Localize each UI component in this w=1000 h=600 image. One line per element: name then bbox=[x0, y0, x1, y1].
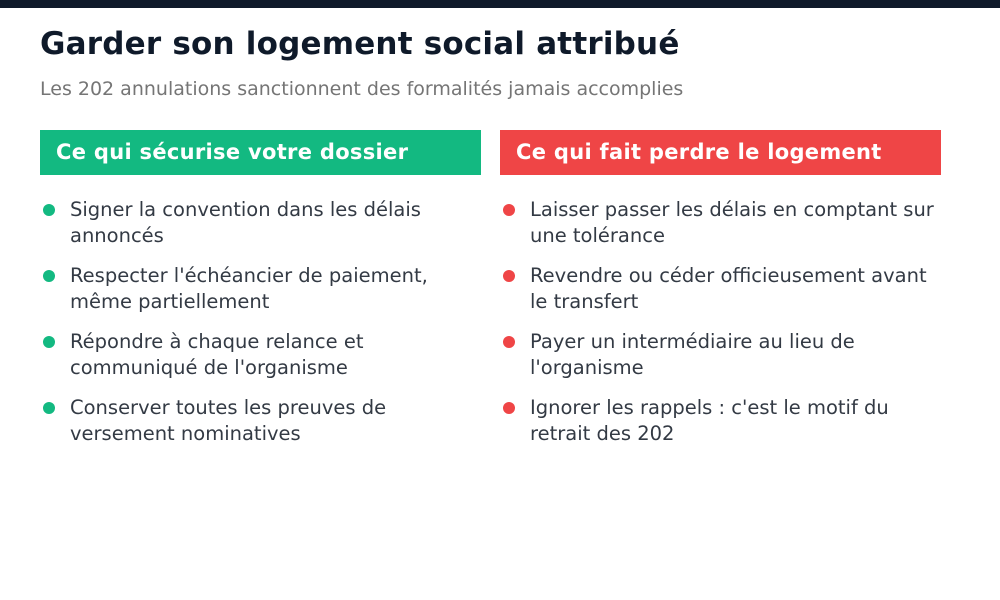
red-dot-icon bbox=[503, 270, 515, 282]
list-item bbox=[500, 395, 941, 447]
list-item bbox=[40, 329, 481, 381]
secure-column-header: Ce qui sécurise votre dossier bbox=[40, 130, 481, 175]
list-item-text: Signer la convention dans les délais annoncés bbox=[70, 198, 421, 247]
list-item bbox=[40, 395, 481, 447]
risk-column bbox=[500, 130, 941, 461]
red-dot-icon bbox=[503, 402, 515, 414]
green-dot-icon bbox=[43, 270, 55, 282]
risk-column-header: Ce qui fait perdre le logement bbox=[500, 130, 941, 175]
list-item-text: Conserver toutes les preuves de versement nominatives bbox=[70, 396, 387, 445]
secure-column bbox=[40, 130, 481, 461]
list-item bbox=[40, 263, 481, 315]
list-item-text: Respecter l'échéancier de paiement, même partiellement bbox=[70, 264, 428, 313]
green-dot-icon bbox=[43, 336, 55, 348]
page-title: Garder son logement social attribué bbox=[40, 26, 680, 62]
risk-list bbox=[500, 197, 941, 447]
red-dot-icon bbox=[503, 204, 515, 216]
green-dot-icon bbox=[43, 402, 55, 414]
secure-list bbox=[40, 197, 481, 447]
page-subtitle: Les 202 annulations sanctionnent des formalités jamais accomplies bbox=[40, 78, 684, 100]
list-item bbox=[500, 329, 941, 381]
list-item bbox=[500, 263, 941, 315]
top-accent-bar bbox=[0, 0, 1000, 8]
list-item-text: Ignorer les rappels : c'est le motif du retrait des 202 bbox=[530, 396, 889, 445]
list-item bbox=[40, 197, 481, 249]
list-item-text: Laisser passer les délais en comptant sur une tolérance bbox=[530, 198, 934, 247]
green-dot-icon bbox=[43, 204, 55, 216]
list-item-text: Payer un intermédiaire au lieu de l'organisme bbox=[530, 330, 855, 379]
list-item-text: Répondre à chaque relance et communiqué de l'organisme bbox=[70, 330, 364, 379]
list-item bbox=[500, 197, 941, 249]
list-item-text: Revendre ou céder officieusement avant le transfert bbox=[530, 264, 927, 313]
red-dot-icon bbox=[503, 336, 515, 348]
